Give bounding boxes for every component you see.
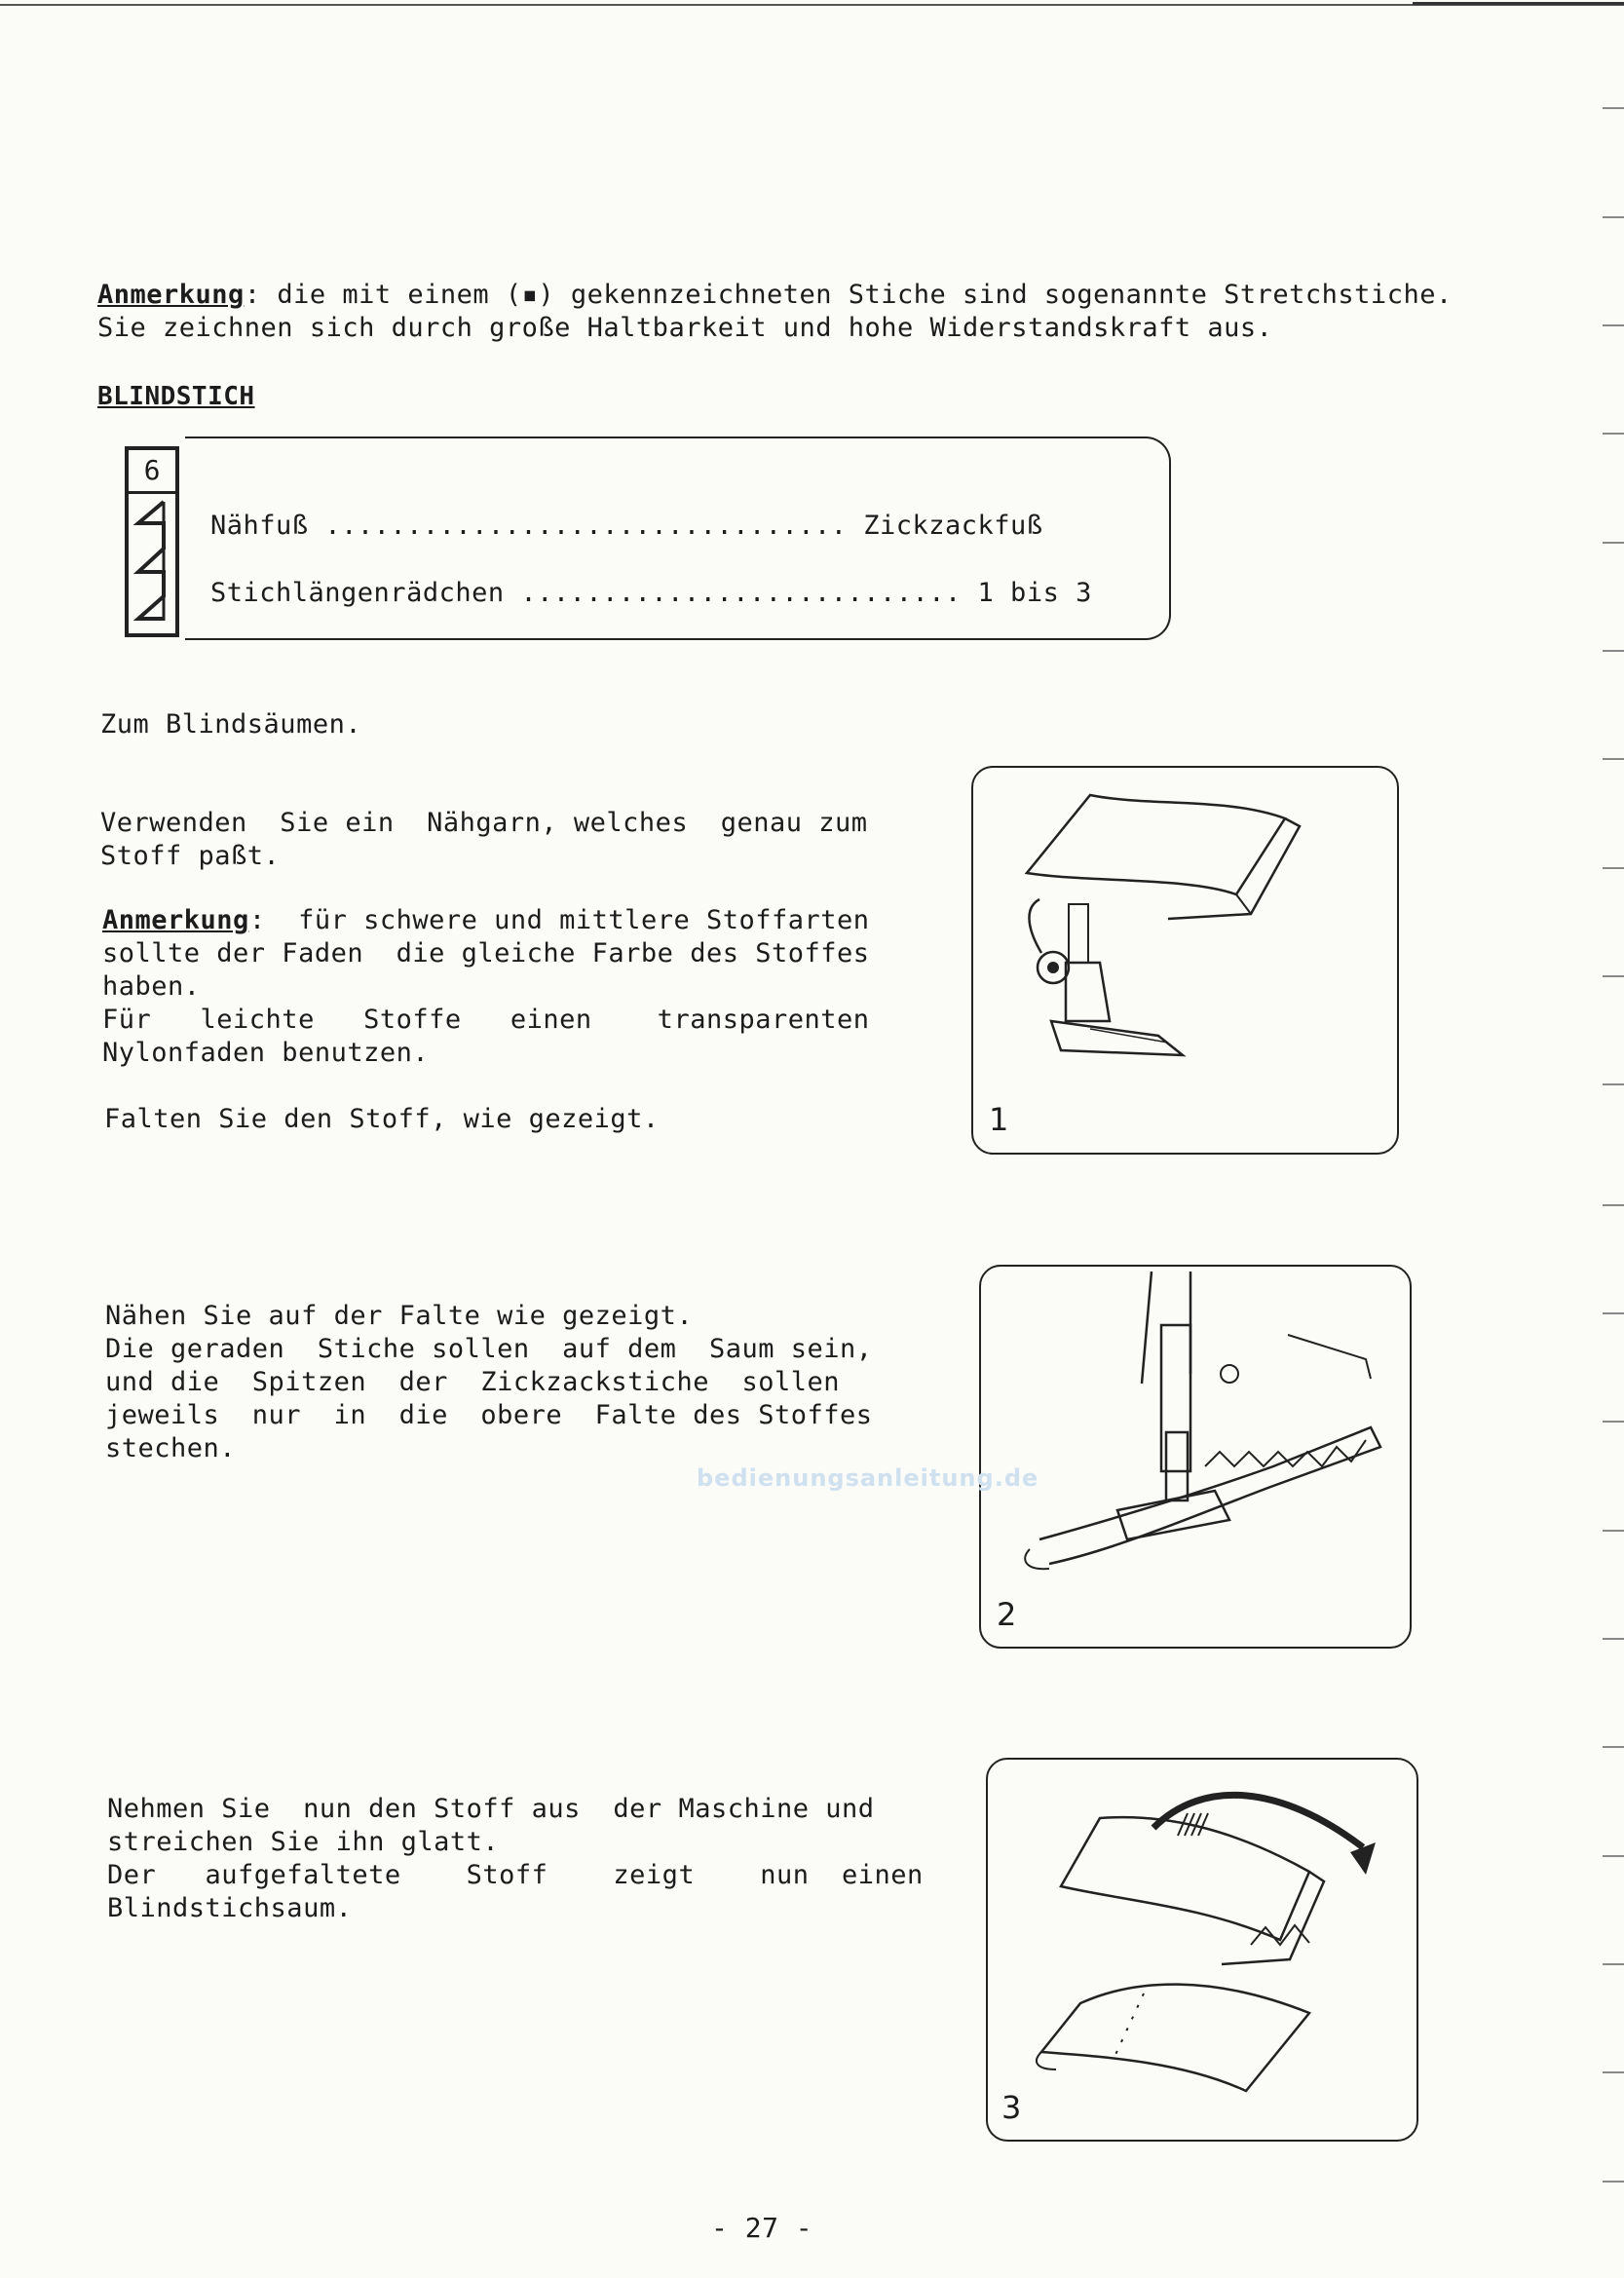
scan-edge-mark — [1603, 2071, 1624, 2073]
stitch-symbol-box — [125, 446, 179, 637]
step1-note-line: Nylonfaden benutzen. — [102, 1038, 430, 1068]
setting-value: 1 bis 3 — [977, 578, 1092, 608]
stretch-note-line1 — [97, 279, 1453, 312]
scan-edge-mark — [1603, 1746, 1624, 1748]
scan-edge-mark — [1603, 1083, 1624, 1085]
scan-edge-mark — [1603, 1421, 1624, 1423]
step3-line: streichen Sie ihn glatt. — [107, 1827, 500, 1857]
figure-3 — [986, 1758, 1418, 2142]
scan-edge-mark — [1603, 1530, 1624, 1532]
settings-row-stitch-length — [210, 577, 1092, 610]
stretch-note-line2: Sie zeichnen sich durch große Haltbarkeit und hohe Widerstandskraft aus. — [97, 313, 1273, 343]
step1-fold-text: Falten Sie den Stoff, wie gezeigt. — [104, 1104, 660, 1134]
step1-line: Stoff paßt. — [100, 841, 281, 871]
note-label: Anmerkung — [97, 280, 245, 310]
note-label: Anmerkung — [102, 905, 249, 935]
scan-edge-mark — [1603, 1204, 1624, 1206]
page-number: - 27 - — [711, 2212, 813, 2244]
settings-row-foot — [210, 510, 1043, 543]
step2-line: Die geraden Stiche sollen auf dem Saum sein, — [105, 1334, 873, 1364]
scan-edge-mark — [1603, 1312, 1624, 1314]
section-title: BLINDSTICH — [97, 382, 255, 411]
step2-line: Nähen Sie auf der Falte wie gezeigt. — [105, 1301, 694, 1331]
setting-dots: ................................ — [324, 511, 848, 541]
step2-line: jeweils nur in die obere Falte des Stoffes — [105, 1400, 873, 1430]
scan-edge-mark — [1603, 867, 1624, 869]
step3-line: Der aufgefaltete Stoff zeigt nun einen — [107, 1860, 924, 1890]
scan-edge-mark — [1603, 650, 1624, 652]
note-text: : die mit einem (▪) gekennzeichneten Stiche sind sogenannte Stretchstiche. — [244, 280, 1453, 310]
scan-top-edge-line — [0, 4, 1624, 6]
setting-value: Zickzackfuß — [863, 511, 1043, 541]
scan-edge-mark — [1603, 324, 1624, 326]
step1-note-line — [102, 904, 870, 937]
figure-number: 1 — [989, 1101, 1009, 1138]
presser-foot-fold-illustration — [973, 768, 1397, 1153]
setting-label: Stichlängenrädchen — [210, 578, 505, 608]
scan-edge-mark — [1603, 975, 1624, 977]
watermark: bedienungsanleitung.de — [697, 1464, 1039, 1492]
scan-edge-mark — [1603, 433, 1624, 435]
scan-top-edge-mark — [1413, 2, 1624, 5]
figure-number: 3 — [1001, 2089, 1022, 2126]
setting-dots: ........................... — [520, 578, 962, 608]
step3-line: Blindstichsaum. — [107, 1893, 353, 1923]
step2-line: und die Spitzen der Zickzackstiche sollen — [105, 1367, 840, 1397]
setting-label: Nähfuß — [210, 511, 309, 541]
note-text: : für schwere und mittlere Stoffarten — [248, 905, 870, 935]
scan-edge-mark — [1603, 216, 1624, 218]
step1-note-line: haben. — [102, 971, 201, 1002]
step1-note-line: Für leichte Stoffe einen transparenten — [102, 1005, 870, 1035]
sewing-blindstitch-illustration — [981, 1267, 1410, 1647]
purpose-text: Zum Blindsäumen. — [100, 709, 362, 740]
figure-1 — [971, 766, 1399, 1155]
step2-line: stechen. — [105, 1433, 237, 1463]
scan-edge-mark — [1603, 542, 1624, 544]
figure-2 — [979, 1265, 1412, 1649]
stitch-number: 6 — [129, 450, 175, 494]
figure-number: 2 — [997, 1596, 1017, 1633]
scan-edge-mark — [1603, 758, 1624, 760]
blindstitch-symbol-icon — [129, 494, 175, 630]
step3-line: Nehmen Sie nun den Stoff aus der Maschine und — [107, 1794, 875, 1824]
scan-edge-mark — [1603, 2181, 1624, 2183]
unfolded-blindstitch-hem-illustration — [988, 1760, 1416, 2140]
step1-line: Verwenden Sie ein Nähgarn, welches genau zum — [100, 808, 868, 838]
scan-edge-mark — [1603, 1855, 1624, 1857]
scan-edge-mark — [1603, 1638, 1624, 1640]
scan-edge-mark — [1603, 107, 1624, 109]
step1-note-line: sollte der Faden die gleiche Farbe des Stoffes — [102, 938, 870, 968]
scan-edge-mark — [1603, 1963, 1624, 1965]
